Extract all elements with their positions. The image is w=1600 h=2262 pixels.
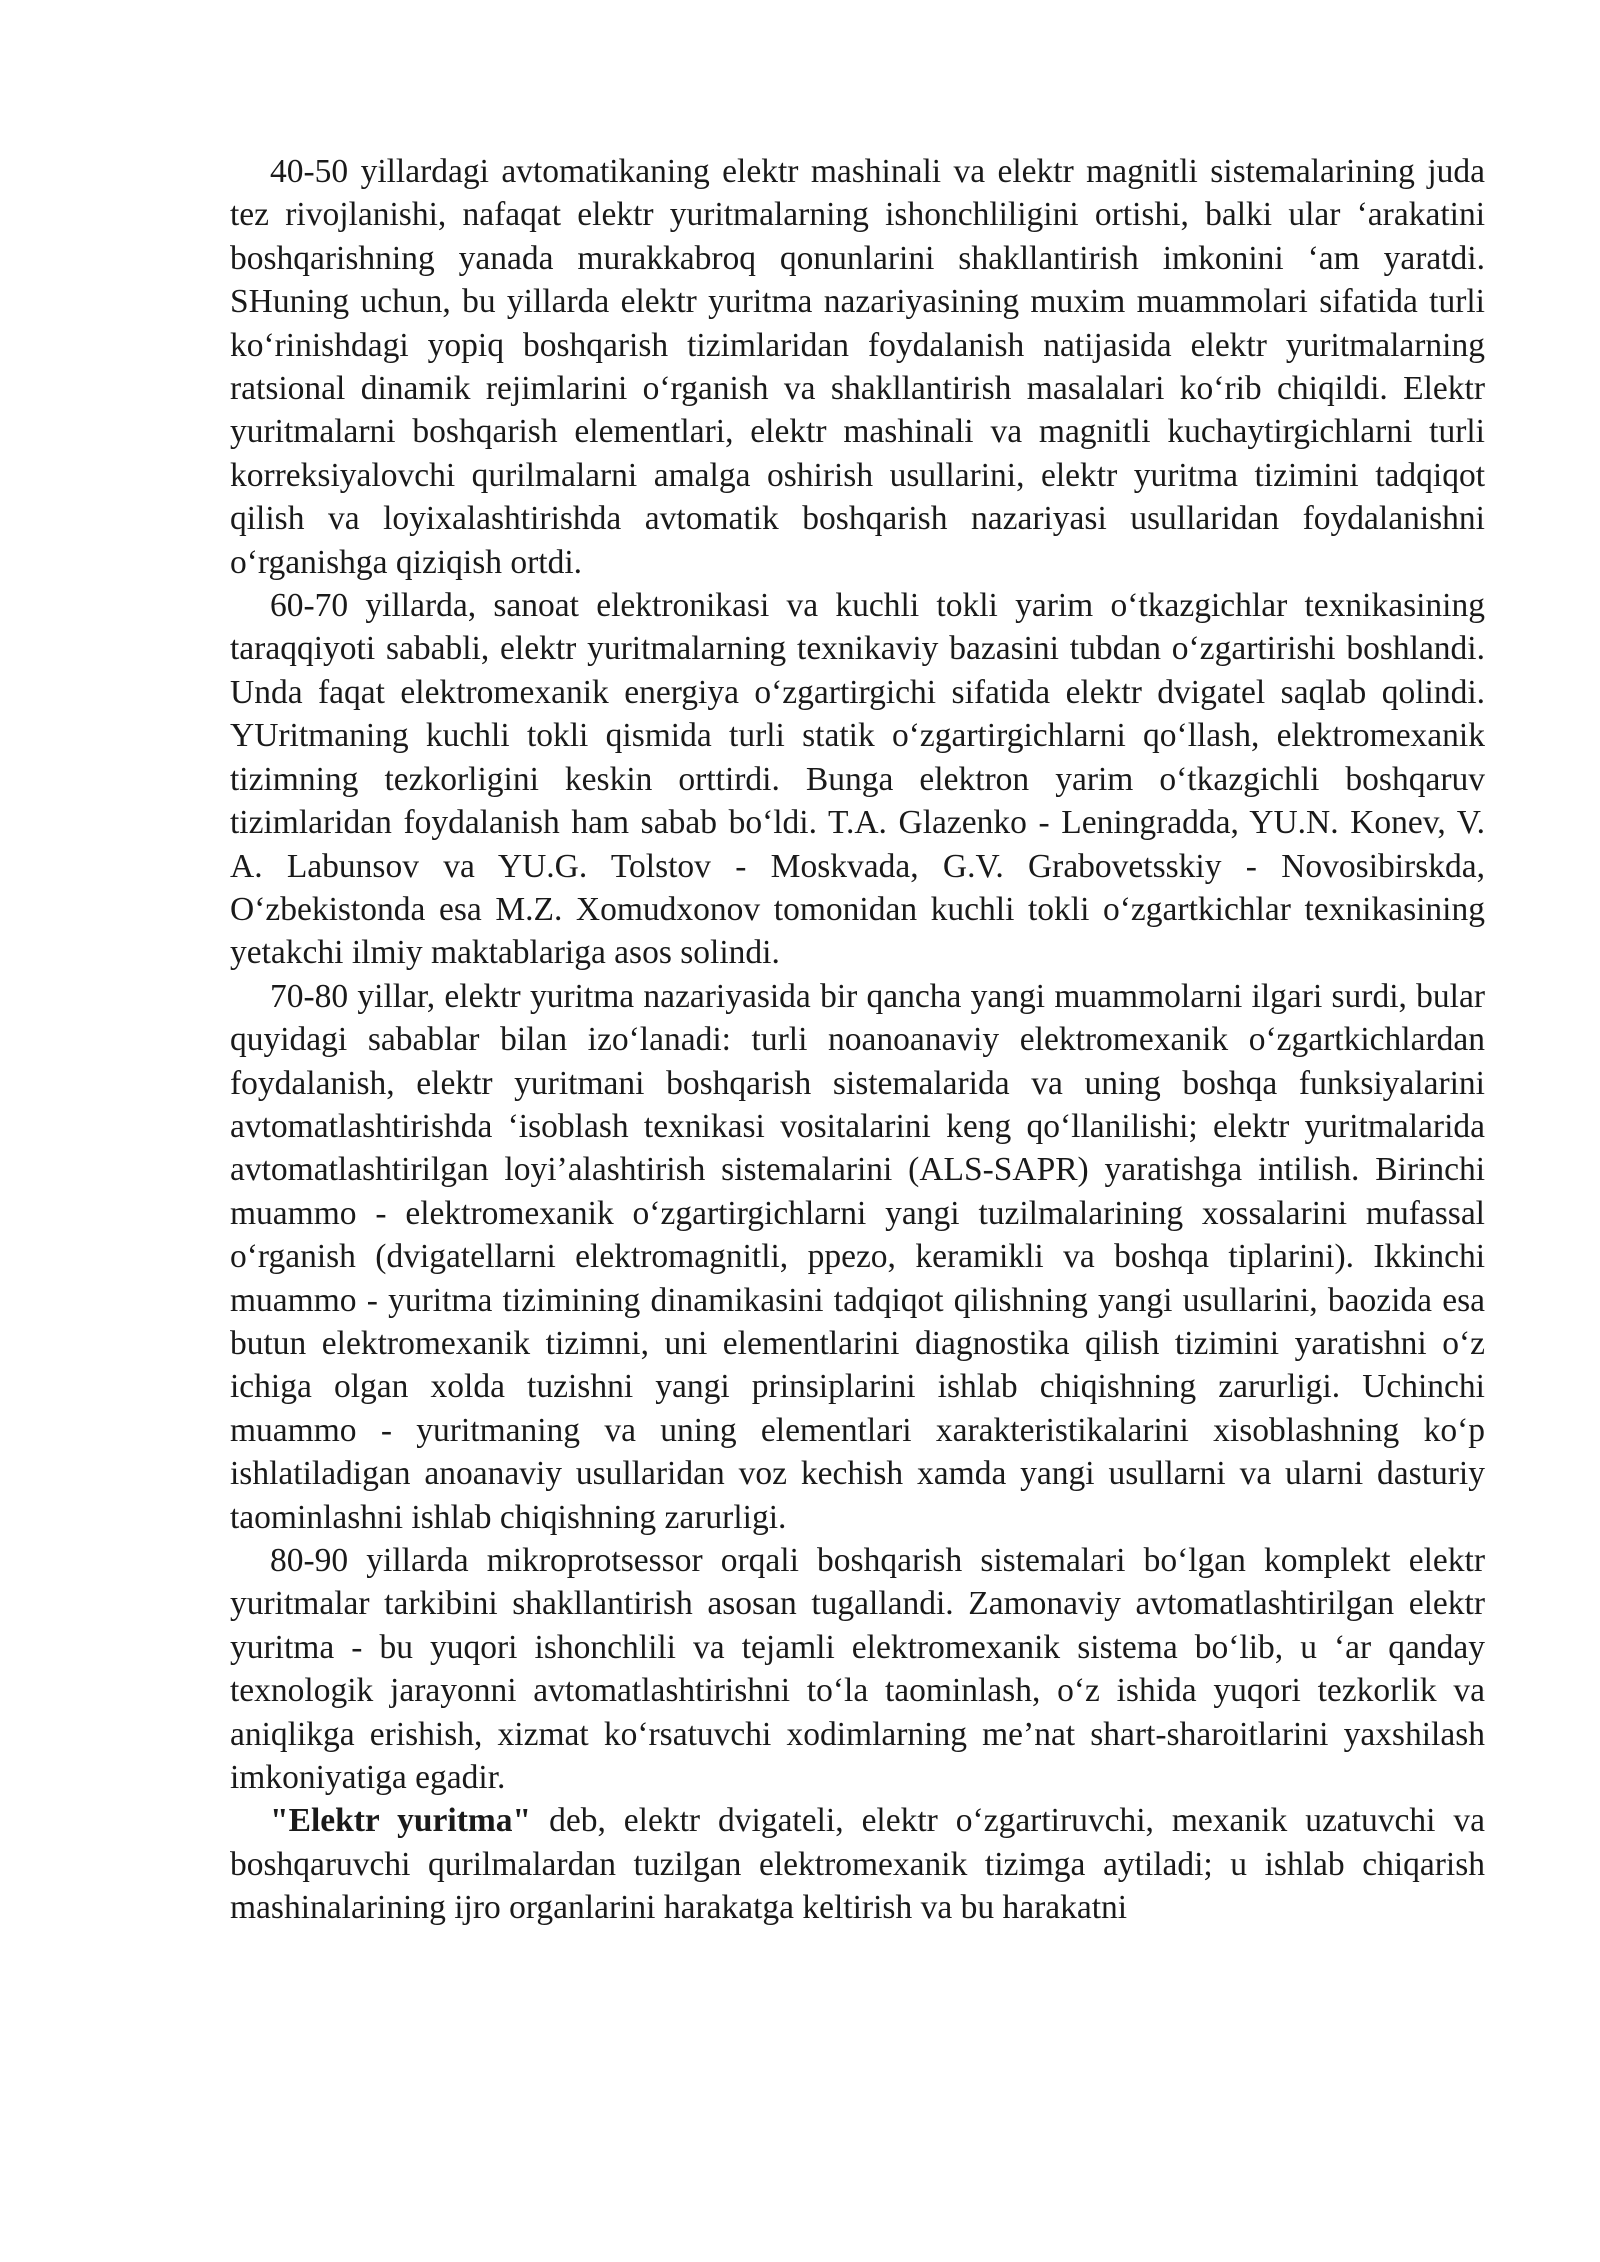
paragraph-60-70: 60-70 yillarda, sanoat elektronikasi va kuchli tokli yarim o‘tkazgichlar texnikasining taraqqiyoti sababli, elektr yuritmalarning texnikaviy bazasini tubdan o‘zgartirishi boshlandi. Unda faqat elektromexanik energiya o‘zgartirgichi sifatida elektr dvigatel saqlab qolindi. YUritmaning kuchli tokli qismida turli statik o‘zgartirgichlarni qo‘llash, elektromexanik tizimning tezkorligini keskin orttirdi. Bunga elektron yarim o‘tkazgichli boshqaruv tizimlaridan foydalanish ham sabab bo‘ldi. T.A. Glazenko - Leningradda, YU.N. Konev, V. A. Labunsov va YU.G. Tolstov - Moskvada, G.V. Grabovetsskiy - Novosibirskda, O‘zbekistonda esa M.Z. Xomudxonov tomonidan kuchli tokli o‘zgartkichlar texnikasining yetakchi ilmiy maktablariga asos solindi.	[230, 587, 1485, 972]
paragraph-definition	[230, 1799, 1485, 1929]
defined-term: "Elektr yuritma"	[270, 1802, 532, 1840]
paragraph-70-80: 70-80 yillar, elektr yuritma nazariyasida bir qancha yangi muammolarni ilgari surdi, bular quyidagi sabablar bilan izo‘lanadi: turli noanoanaviy elektromexanik o‘zgartkichlardan foydalanish, elektr yuritmani boshqarish sistemalarida va uning boshqa funksiyalarini avtomatlashtirishda ‘isoblash texnikasi vositalarini keng qo‘llanilishi; elektr yuritmalarida avtomatlashtirilgan loyi’alashtirish sistemalarini (ALS-SAPR) yaratishga intilish. Birinchi muammo - elektromexanik o‘zgartirgichlarni yangi tuzilmalarining xossalarini mufassal o‘rganish (dvigatellarni elektromagnitli, ppezo, keramikli va boshqa tiplarini). Ikkinchi muammo - yuritma tizimining dinamikasini tadqiqot qilishning yangi usullarini, baozida esa butun elektromexanik tizimni, uni elementlarini diagnostika qilish tizimini yaratishni o‘z ichiga olgan xolda tuzishni yangi prinsiplarini ishlab chiqishning zarurligi. Uchinchi muammo - yuritmaning va uning elementlari xarakteristikalarini xisoblashning ko‘p ishlatiladigan anoanaviy usullaridan voz kechish xamda yangi usullarni va ularni dasturiy taominlashni ishlab chiqishning zarurligi.	[230, 977, 1485, 1536]
paragraph-80-90: 80-90 yillarda mikroprotsessor orqali boshqarish sistemalari bo‘lgan komplekt elektr yuritmalar tarkibini shakllantirish asosan tugallandi. Zamonaviy avtomatlashtirilgan elektr yuritma - bu yuqori ishonchlili va tejamli elektromexanik sistema bo‘lib, u ‘ar qanday texnologik jarayonni avtomatlashtirishni to‘la taominlash, o‘z ishida yuqori tezkorlik va aniqlikga erishish, xizmat ko‘rsatuvchi xodimlarning me’nat shart-sharoitlarini yaxshilash imkoniyatiga egadir.	[230, 1542, 1485, 1797]
document-page	[230, 150, 1485, 1930]
paragraph-40-50: 40-50 yillardagi avtomatikaning elektr mashinali va elektr magnitli sistemalarining juda tez rivojlanishi, nafaqat elektr yuritmalarning ishonchliligini ortishi, balki ular ‘arakatini boshqarishning yanada murakkabroq qonunlarini shakllantirish imkonini ‘am yaratdi. SHuning uchun, bu yillarda elektr yuritma nazariyasining muxim muammolari sifatida turli ko‘rinishdagi yopiq boshqarish tizimlaridan foydalanish natijasida elektr yuritmalarning ratsional dinamik rejimlarini o‘rganish va shakllantirish masalalari ko‘rib chiqildi. Elektr yuritmalarni boshqarish elementlari, elektr mashinali va magnitli kuchaytirgichlarni turli korreksiyalovchi qurilmalarni amalga oshirish usullarini, elektr yuritma tizimini tadqiqot qilish va loyixalashtirishda avtomatik boshqarish nazariyasi usullaridan foydalanishni o‘rganishga qiziqish ortdi.	[230, 153, 1485, 581]
definition-text: deb, elektr dvigateli, elektr o‘zgartiruvchi, mexanik uzatuvchi va boshqaruvchi qurilmalardan tuzilgan elektromexanik tizimga aytiladi; u ishlab chiqarish mashinalarining ijro organlarini harakatga keltirish va bu harakatni	[230, 1802, 1485, 1927]
